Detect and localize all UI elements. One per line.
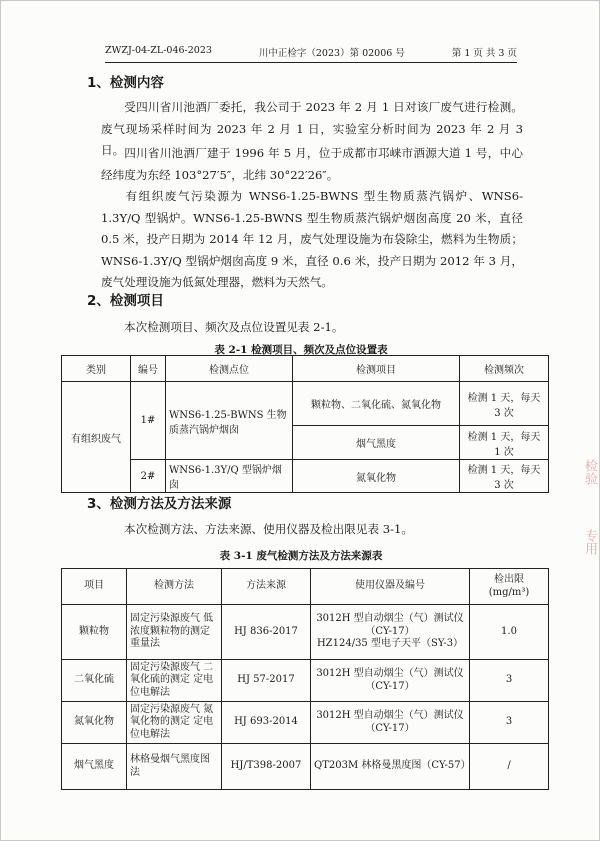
instrument-cell bbox=[311, 605, 470, 660]
instrument-cell: QT203M 林格曼黑度图（CY-57） bbox=[311, 744, 470, 790]
table-header-row bbox=[62, 356, 549, 382]
section3-para1: 本次检测方法、方法来源、使用仪器及检出限见表 3-1。 bbox=[124, 522, 414, 536]
header-cell: 方法来源 bbox=[222, 569, 311, 605]
limit-header-cell bbox=[470, 569, 549, 605]
section1-title: 1、检测内容 bbox=[87, 75, 164, 91]
header-cell: 检测方法 bbox=[127, 569, 222, 605]
source-cell: HJ 836-2017 bbox=[222, 605, 311, 660]
item-cell: 二氧化硫 bbox=[62, 660, 127, 702]
header-cell: 使用仪器及编号 bbox=[311, 569, 470, 605]
instrument: HZ124/35 型电子天平（SY-3） bbox=[316, 638, 464, 650]
point-cell: WNS6-1.25-BWNS 生物质蒸汽锅炉烟囱 bbox=[166, 382, 293, 460]
header-cell: 类别 bbox=[62, 356, 131, 382]
header-cell: 检测频次 bbox=[460, 356, 549, 382]
table-row bbox=[62, 382, 549, 426]
no-cell: 1# bbox=[131, 382, 166, 460]
freq-cell: 检测 1 天，每天 1 次 bbox=[460, 426, 549, 460]
item-cell: 颗粒物、二氧化硫、氮氧化物 bbox=[293, 382, 460, 426]
limit-cell: 1.0 bbox=[470, 605, 549, 660]
item-cell: 氮氧化物 bbox=[293, 460, 460, 493]
source-cell: HJ 693-2014 bbox=[222, 702, 311, 744]
report-number: 川中正检字（2023）第 02006 号 bbox=[258, 48, 405, 59]
header-cell: 编号 bbox=[131, 356, 166, 382]
table-3-1 bbox=[61, 568, 549, 790]
section1-para2: 四川省川池酒厂建于 1996 年 5 月，位于成都市邛崃市酒源大道 1 号，中心经纬度为东经 103°27′5″，北纬 30°22′26″。 bbox=[101, 146, 523, 182]
table-row bbox=[62, 702, 549, 744]
page-number: 第 1 页 共 3 页 bbox=[451, 48, 517, 59]
source-cell: HJ 57-2017 bbox=[222, 660, 311, 702]
method-cell: 固定污染源废气 氮氧化物的测定 定电位电解法 bbox=[127, 702, 222, 744]
table-row bbox=[62, 744, 549, 790]
limit-cell: 3 bbox=[470, 702, 549, 744]
table-header-row bbox=[62, 569, 549, 605]
table-row bbox=[62, 605, 549, 660]
section3-title: 3、检测方法及方法来源 bbox=[87, 496, 232, 512]
section1-para1: 受四川省川池酒厂委托，我公司于 2023 年 2 月 1 日对该厂废气进行检测。废气现场采样时间为 2023 年 2 月 1 日，实验室分析时间为 2023 年 2 月 3 日。 bbox=[101, 100, 523, 158]
limit-header: 检出限 bbox=[494, 574, 524, 585]
instrument: 3012H 型自动烟尘（气）测试仪（CY-17） bbox=[316, 613, 464, 637]
limit-cell: 3 bbox=[470, 660, 549, 702]
instrument-cell: 3012H 型自动烟尘（气）测试仪（CY-17） bbox=[311, 660, 470, 702]
page-header bbox=[105, 45, 517, 63]
no-cell: 2# bbox=[131, 460, 166, 493]
section2-para1: 本次检测项目、频次及点位设置见表 2-1。 bbox=[124, 320, 344, 334]
limit-unit: (mg/m³) bbox=[488, 586, 530, 598]
point-cell: WNS6-1.3Y/Q 型锅炉烟囱 bbox=[166, 460, 293, 493]
instrument-cell: 3012H 型自动烟尘（气）测试仪（CY-17） bbox=[311, 702, 470, 744]
item-cell: 颗粒物 bbox=[62, 605, 127, 660]
seal-stamp: 检验 bbox=[582, 459, 597, 485]
header-cell: 检测点位 bbox=[166, 356, 293, 382]
table2-caption: 表 2-1 检测项目、频次及点位设置表 bbox=[214, 344, 388, 356]
header-cell: 检测项目 bbox=[293, 356, 460, 382]
section2-title: 2、检测项目 bbox=[87, 293, 164, 309]
method-cell: 固定污染源废气 低浓度颗粒物的测定 重量法 bbox=[127, 605, 222, 660]
freq-cell: 检测 1 天，每天 3 次 bbox=[460, 460, 549, 493]
table-2-1 bbox=[61, 355, 549, 493]
table3-caption: 表 3-1 废气检测方法及方法来源表 bbox=[219, 550, 383, 562]
item-cell: 氮氧化物 bbox=[62, 702, 127, 744]
table-row bbox=[62, 660, 549, 702]
category-cell: 有组织废气 bbox=[62, 382, 131, 493]
item-cell: 烟气黑度 bbox=[293, 426, 460, 460]
header-cell: 项目 bbox=[62, 569, 127, 605]
seal-stamp: 专用 bbox=[582, 529, 597, 555]
source-cell: HJ/T398-2007 bbox=[222, 744, 311, 790]
freq-cell: 检测 1 天，每天 3 次 bbox=[460, 382, 549, 426]
method-cell: 固定污染源废气 二氧化硫的测定 定电位电解法 bbox=[127, 660, 222, 702]
doc-code: ZWZJ-04-ZL-046-2023 bbox=[105, 45, 212, 56]
limit-cell: / bbox=[470, 744, 549, 790]
method-cell: 林格曼烟气黑度图法 bbox=[127, 744, 222, 790]
table-row bbox=[62, 460, 549, 493]
item-cell: 烟气黑度 bbox=[62, 744, 127, 790]
section1-para3: 有组织废气污染源为 WNS6-1.25-BWNS 型生物质蒸汽锅炉、WNS6-1.3Y/Q 型锅炉。WNS6-1.25-BWNS 型生物质蒸汽锅炉烟囱高度 20 米，直径 0.5 米，投产日期为 2014 年 12 月，废气处理设施为布袋除尘，燃料为生物质；WNS6-1.3Y/Q 型锅炉烟囱高度 9 米，直径 0.6 米，投产日期为 2012 年 3 月，废气处理设施为低氮处理器，燃料为天然气。 bbox=[101, 189, 523, 290]
